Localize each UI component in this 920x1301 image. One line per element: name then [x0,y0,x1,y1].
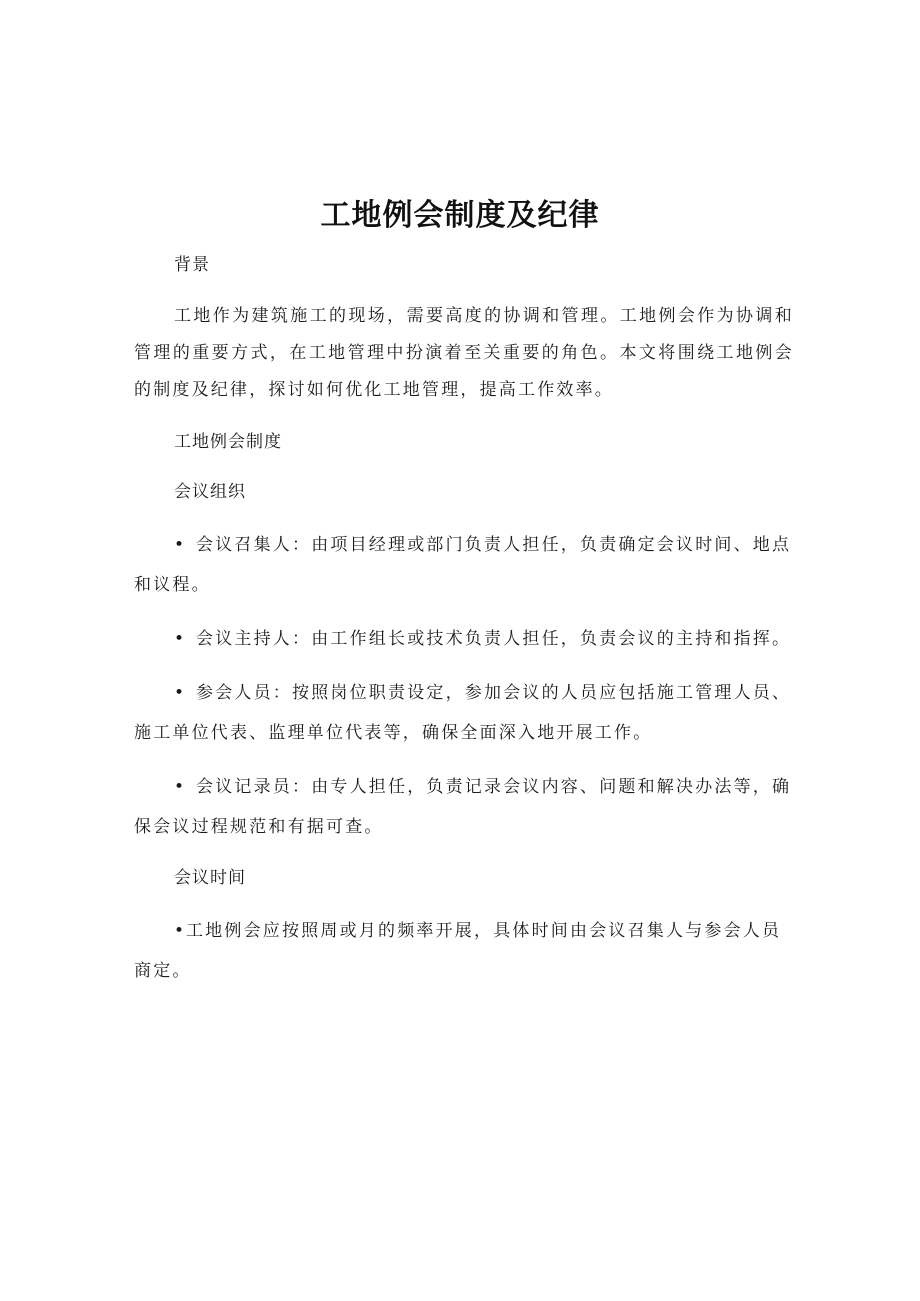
list-item-text: 参会人员：按照岗位职责设定，参加会议的人员应包括施工管理人员、施工单位代表、监理单位代表等，确保全面深入地开展工作。 [134,683,792,743]
bullet-icon: • [174,921,187,941]
system-heading: 工地例会制度 [174,432,282,452]
list-item [134,619,794,659]
list-item-text: 会议主持人：由工作组长或技术负责人担任，负责会议的主持和指挥。 [196,629,792,649]
list-item-text: 会议记录员：由专人担任，负责记录会议内容、问题和解决办法等，确保会议过程规范和有据可查。 [134,777,792,837]
bullet-icon: • [174,535,187,555]
document-body [134,248,794,1005]
bullet-icon: • [174,777,187,797]
bullet-icon: • [174,629,187,649]
background-heading: 背景 [174,255,210,275]
list-item [134,911,794,991]
organization-heading: 会议组织 [174,482,246,502]
bullet-icon: • [174,683,187,703]
list-item-text: 工地例会应按照周或月的频率开展，具体时间由会议召集人与参会人员商定。 [134,921,782,981]
list-item [134,525,794,605]
list-item-text: 会议召集人：由项目经理或部门负责人担任，负责确定会议时间、地点和议程。 [134,535,792,595]
document-title: 工地例会制度及纪律 [320,198,600,233]
background-paragraph: 工地作为建筑施工的现场，需要高度的协调和管理。工地例会作为协调和管理的重要方式，在工地管理中扮演着至关重要的角色。本文将围绕工地例会的制度及纪律，探讨如何优化工地管理，提高工作效率。 [134,306,794,400]
time-heading: 会议时间 [174,868,246,888]
list-item [134,767,794,847]
list-item [134,673,794,753]
